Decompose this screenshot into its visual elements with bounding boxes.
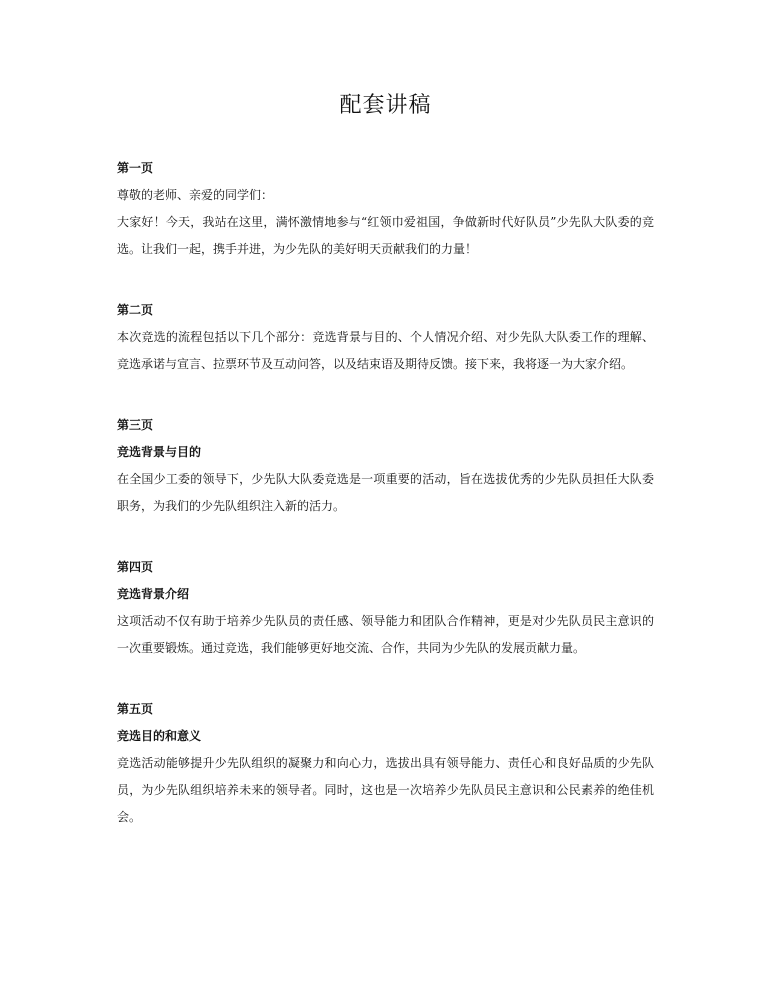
section-paragraph: 这项活动不仅有助于培养少先队员的责任感、领导能力和团队合作精神，更是对少先队员民主意识的一次重要锻炼。通过竞选，我们能够更好地交流、合作，共同为少先队的发展贡献力量。 bbox=[117, 614, 654, 655]
section-page-1 bbox=[117, 155, 654, 263]
section-page-3 bbox=[117, 412, 654, 520]
section-page-4 bbox=[117, 554, 654, 662]
section-page-2 bbox=[117, 297, 654, 378]
section-subtitle: 竞选背景介绍 bbox=[117, 587, 190, 601]
section-label: 第一页 bbox=[117, 161, 154, 175]
section-subtitle: 竞选背景与目的 bbox=[117, 445, 202, 459]
section-paragraph: 尊敬的老师、亲爱的同学们： bbox=[117, 188, 274, 202]
section-label: 第四页 bbox=[117, 560, 154, 574]
section-paragraph: 本次竞选的流程包括以下几个部分：竞选背景与目的、个人情况介绍、对少先队大队委工作的理解、竞选承诺与宣言、拉票环节及互动问答，以及结束语及期待反馈。接下来，我将逐一为大家介绍。 bbox=[117, 330, 654, 371]
section-subtitle: 竞选目的和意义 bbox=[117, 729, 202, 743]
document-title: 配套讲稿 bbox=[339, 93, 432, 118]
section-paragraph: 大家好！今天，我站在这里，满怀激情地参与“红领巾爱祖国，争做新时代好队员”少先队大队委的竞选。让我们一起，携手并进，为少先队的美好明天贡献我们的力量！ bbox=[117, 215, 654, 256]
section-page-5 bbox=[117, 696, 654, 831]
sections-container bbox=[117, 155, 654, 831]
section-label: 第二页 bbox=[117, 303, 154, 317]
section-paragraph: 竞选活动能够提升少先队组织的凝聚力和向心力，选拔出具有领导能力、责任心和良好品质的少先队员，为少先队组织培养未来的领导者。同时，这也是一次培养少先队员民主意识和公民素养的绝佳机会。 bbox=[117, 756, 654, 824]
section-label: 第五页 bbox=[117, 702, 154, 716]
section-paragraph: 在全国少工委的领导下，少先队大队委竞选是一项重要的活动，旨在选拔优秀的少先队员担任大队委职务，为我们的少先队组织注入新的活力。 bbox=[117, 472, 654, 513]
section-label: 第三页 bbox=[117, 418, 154, 432]
